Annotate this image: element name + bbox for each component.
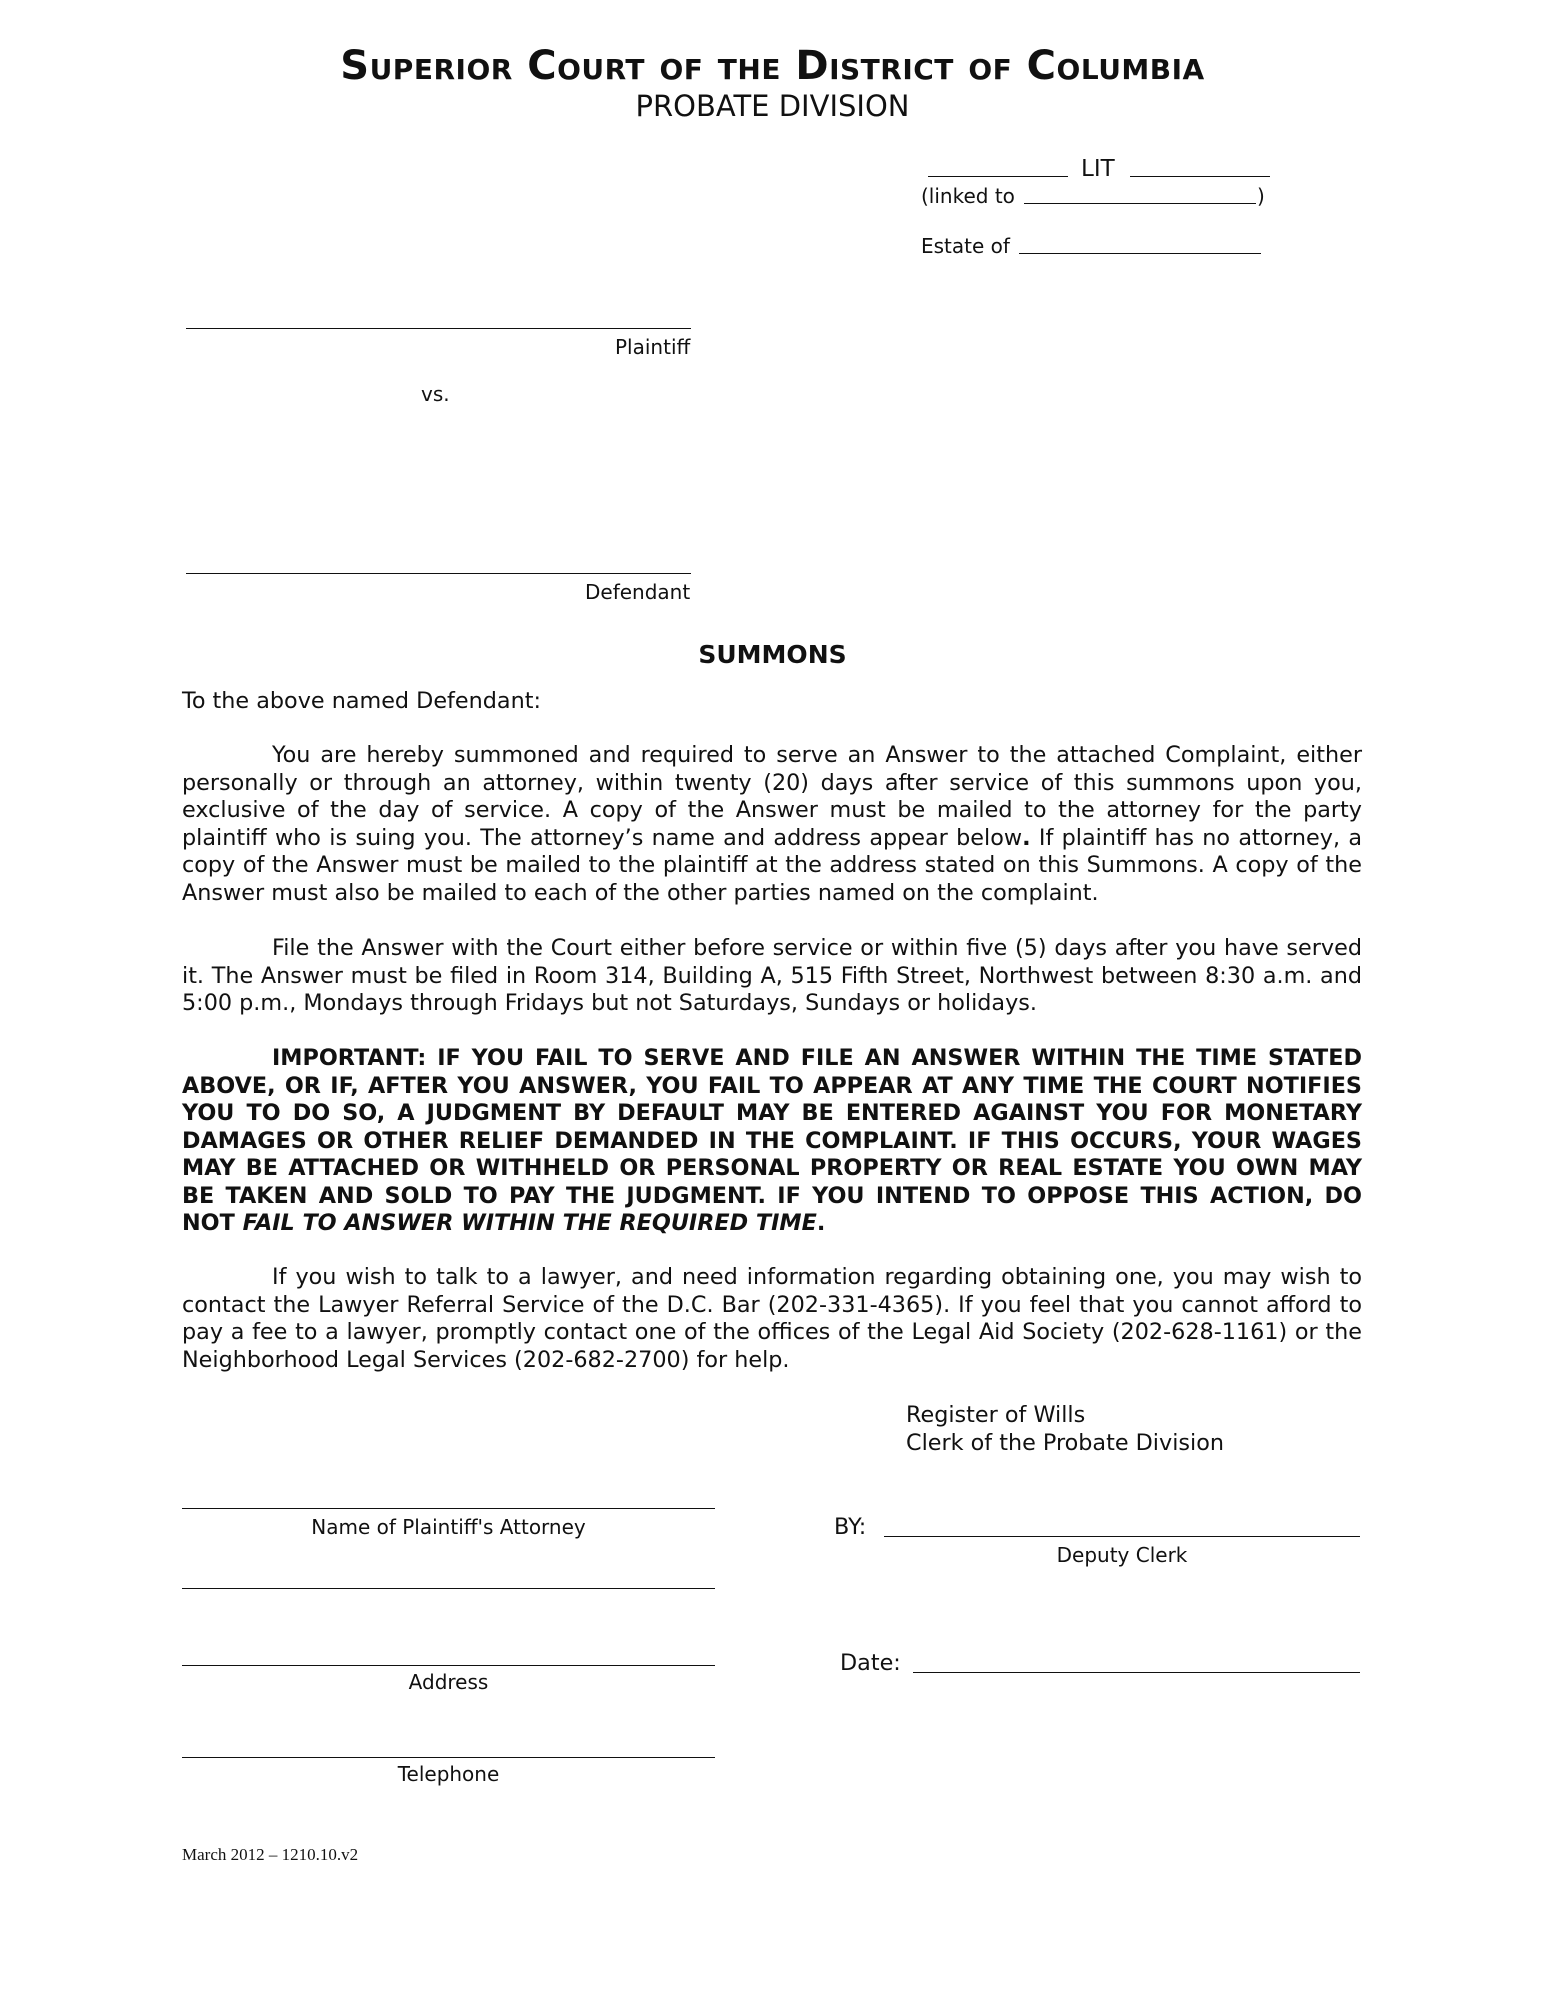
salutation: To the above named Defendant: bbox=[182, 688, 541, 714]
telephone-label: Telephone bbox=[397, 1762, 500, 1786]
defendant-label: Defendant bbox=[585, 580, 691, 604]
date-label: Date: bbox=[840, 1650, 901, 1676]
paragraph-lawyer bbox=[182, 1264, 1362, 1374]
paragraph-service bbox=[182, 742, 1362, 907]
form-code: March 2012 – 1210.10.v2 bbox=[182, 1845, 359, 1864]
by-label: BY: bbox=[834, 1514, 867, 1540]
paragraph-service-text-b: If plaintiff has no attorney, a copy of the Answer must be mailed to the plaintiff at the address stated on this Summons. A copy of the Answer must also be mailed to each of the other parties named on the complaint. bbox=[182, 824, 1362, 906]
paragraph-important-text: IMPORTANT: IF YOU FAIL TO SERVE AND FILE AN ANSWER WITHIN THE TIME STATED ABOVE, OR IF, AFTER YOU ANSWER, YOU FAIL TO APPEAR AT ANY TIME THE COURT NOTIFIES YOU TO DO SO, A JUDGMENT BY DEFAULT MAY BE ENTERED AGAINST YOU FOR MONETARY DAMAGES OR OTHER RELIEF DEMANDED IN THE COMPLAINT. IF THIS OCCURS, YOUR WAGES MAY BE ATTACHED OR WITHHELD OR PERSONAL PROPERTY OR REAL ESTATE YOU OWN MAY BE TAKEN AND SOLD TO PAY THE JUDGMENT. IF YOU INTEND TO OPPOSE THIS ACTION, DO NOT bbox=[182, 1045, 1362, 1236]
case-number-prefix-field[interactable] bbox=[928, 176, 1068, 177]
deputy-clerk-signature-field[interactable] bbox=[884, 1536, 1360, 1537]
register-of-wills: Register of Wills bbox=[906, 1402, 1086, 1428]
paragraph-important-emphasis: FAIL TO ANSWER WITHIN THE REQUIRED TIME bbox=[242, 1210, 817, 1236]
paragraph-filing bbox=[182, 935, 1362, 1018]
attorney-address-field[interactable] bbox=[182, 1665, 715, 1666]
court-title: Superior Court of the District of Columbia bbox=[340, 43, 1205, 89]
attorney-name-field-2[interactable] bbox=[182, 1588, 715, 1589]
attorney-name-label: Name of Plaintiff's Attorney bbox=[311, 1515, 586, 1539]
paragraph-important bbox=[182, 1045, 1362, 1238]
paragraph-service-text-a: You are hereby summoned and required to serve an Answer to the attached Complaint, either personally or through an attorney, within twenty (20) days after service of this summons upon you, exclusive of the day of service. A copy of the Answer must be mailed to the attorney for the party plaintiff who is suing you. The attorney’s name and address appear below bbox=[182, 742, 1362, 851]
plaintiff-label: Plaintiff bbox=[615, 335, 691, 359]
estate-of-label: Estate of bbox=[921, 234, 1010, 258]
attorney-telephone-field[interactable] bbox=[182, 1757, 715, 1758]
paragraph-filing-text: File the Answer with the Court either before service or within five (5) days after you have served it. The Answer must be filed in Room 314, Building A, 515 Fifth Street, Northwest between 8:30 a.m. and 5:00 p.m., Mondays through Fridays but not Saturdays, Sundays or holidays. bbox=[182, 935, 1362, 1016]
attorney-name-field[interactable] bbox=[182, 1508, 715, 1509]
case-number-suffix-field[interactable] bbox=[1130, 176, 1270, 177]
clerk-of-probate-division: Clerk of the Probate Division bbox=[906, 1430, 1224, 1456]
linked-to-field[interactable] bbox=[1024, 203, 1256, 204]
paragraph-service-bold-period: . bbox=[1022, 824, 1031, 851]
division-title: PROBATE DIVISION bbox=[635, 89, 910, 123]
summons-title: SUMMONS bbox=[698, 640, 847, 669]
lit-label: LIT bbox=[1081, 156, 1115, 182]
paragraph-lawyer-text: If you wish to talk to a lawyer, and need information regarding obtaining one, you may wish to contact the Lawyer Referral Service of the D.C. Bar (202-331-4365). If you feel that you cannot afford to pay a fee to a lawyer, promptly contact one of the offices of the Legal Aid Society (202-628-1161) or the Neighborhood Legal Services (202-682-2700) for help. bbox=[182, 1264, 1362, 1373]
linked-to-close-paren: ) bbox=[1257, 184, 1265, 208]
plaintiff-name-field[interactable] bbox=[186, 328, 691, 329]
defendant-name-field[interactable] bbox=[186, 573, 691, 574]
address-label: Address bbox=[408, 1670, 489, 1694]
versus-label: vs. bbox=[421, 382, 450, 406]
deputy-clerk-label: Deputy Clerk bbox=[1056, 1543, 1188, 1567]
estate-of-field[interactable] bbox=[1019, 253, 1261, 254]
linked-to-label: (linked to bbox=[921, 184, 1015, 208]
date-field[interactable] bbox=[913, 1672, 1360, 1673]
paragraph-important-end: . bbox=[816, 1210, 826, 1236]
